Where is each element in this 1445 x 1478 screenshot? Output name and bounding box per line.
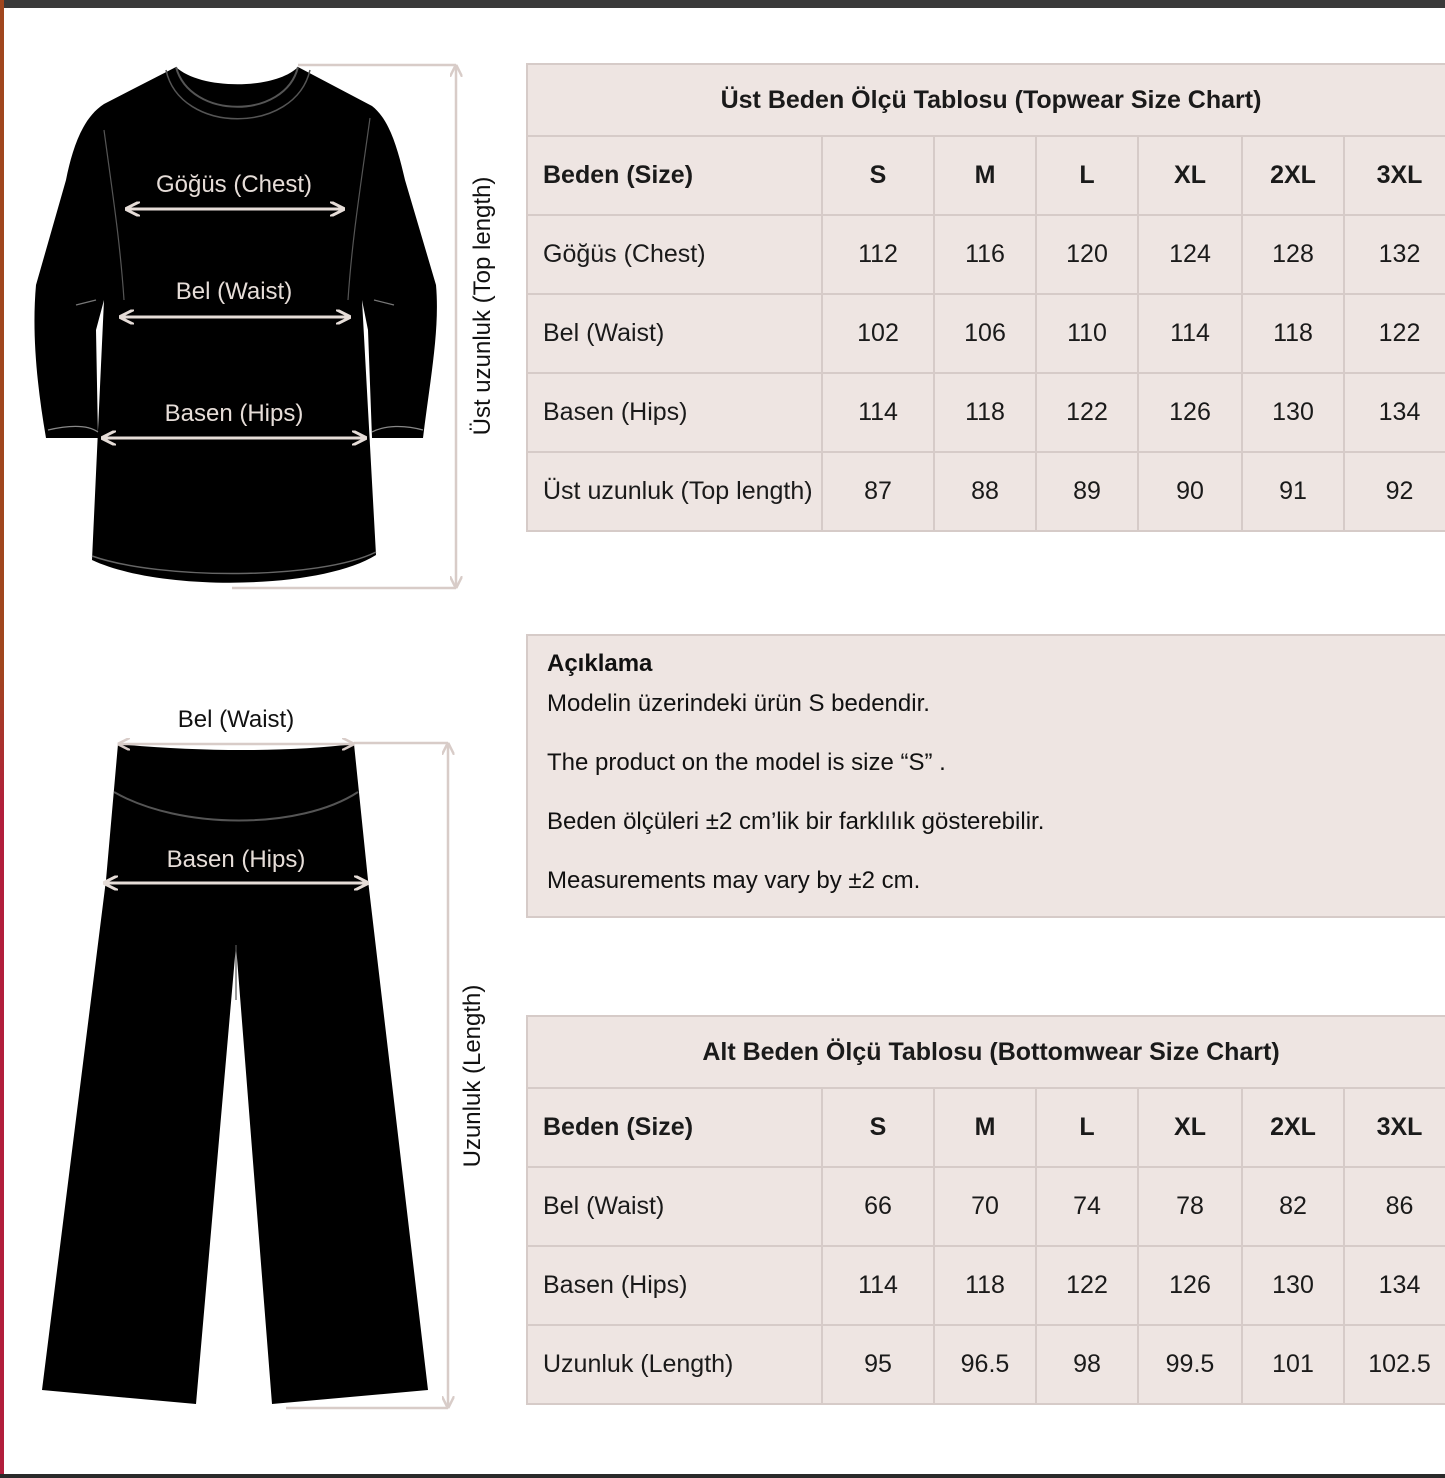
table-cell: 114 bbox=[822, 1246, 934, 1325]
bottom-garment-shape bbox=[42, 744, 428, 1404]
table-cell: 118 bbox=[934, 373, 1036, 452]
bottom-garment bbox=[42, 706, 486, 1408]
table-cell: 89 bbox=[1036, 452, 1138, 531]
top-garment bbox=[34, 65, 496, 588]
table-cell: 102.5 bbox=[1344, 1325, 1445, 1404]
top-chest-label: Göğüs (Chest) bbox=[155, 171, 313, 198]
column-header: XL bbox=[1138, 1088, 1242, 1167]
table-row bbox=[527, 215, 1445, 294]
table-title-row bbox=[527, 1016, 1445, 1088]
table-cell: 78 bbox=[1138, 1167, 1242, 1246]
column-header: Beden (Size) bbox=[527, 136, 822, 215]
explanation-title: Açıklama bbox=[547, 650, 653, 677]
table-cell: 116 bbox=[934, 215, 1036, 294]
table-cell: 124 bbox=[1138, 215, 1242, 294]
table-cell: 106 bbox=[934, 294, 1036, 373]
table-cell: 96.5 bbox=[934, 1325, 1036, 1404]
table-header-row bbox=[527, 136, 1445, 215]
table-row bbox=[527, 294, 1445, 373]
column-header: Beden (Size) bbox=[527, 1088, 822, 1167]
explanation-line: Measurements may vary by ±2 cm. bbox=[547, 867, 921, 894]
table-cell: 91 bbox=[1242, 452, 1344, 531]
explanation-line: Beden ölçüleri ±2 cm’lik bir farklılık gösterebilir. bbox=[547, 808, 1045, 835]
table-cell: 122 bbox=[1036, 1246, 1138, 1325]
row-label: Basen (Hips) bbox=[527, 373, 822, 452]
column-header: M bbox=[934, 136, 1036, 215]
table-cell: 110 bbox=[1036, 294, 1138, 373]
top-length-label: Üst uzunluk (Top length) bbox=[469, 176, 496, 436]
table-cell: 82 bbox=[1242, 1167, 1344, 1246]
row-label: Göğüs (Chest) bbox=[527, 215, 822, 294]
column-header: 2XL bbox=[1242, 1088, 1344, 1167]
table-cell: 86 bbox=[1344, 1167, 1445, 1246]
table-row bbox=[527, 1167, 1445, 1246]
table-cell: 87 bbox=[822, 452, 934, 531]
table-cell: 126 bbox=[1138, 373, 1242, 452]
table-cell: 118 bbox=[934, 1246, 1036, 1325]
table-header-row bbox=[527, 1088, 1445, 1167]
table-cell: 126 bbox=[1138, 1246, 1242, 1325]
bottom-waist-label: Bel (Waist) bbox=[177, 706, 295, 733]
column-header: S bbox=[822, 1088, 934, 1167]
table-title-row bbox=[527, 64, 1445, 136]
table-cell: 128 bbox=[1242, 215, 1344, 294]
table-cell: 130 bbox=[1242, 1246, 1344, 1325]
bottomwear-size-table bbox=[526, 1015, 1445, 1405]
table-cell: 95 bbox=[822, 1325, 934, 1404]
bottom-hips-label: Basen (Hips) bbox=[166, 846, 306, 873]
bottomwear-table-title: Alt Beden Ölçü Tablosu (Bottomwear Size Chart) bbox=[527, 1016, 1445, 1088]
row-label: Uzunluk (Length) bbox=[527, 1325, 822, 1404]
row-label: Bel (Waist) bbox=[527, 1167, 822, 1246]
table-cell: 118 bbox=[1242, 294, 1344, 373]
top-waist-label: Bel (Waist) bbox=[175, 278, 293, 305]
row-label: Üst uzunluk (Top length) bbox=[527, 452, 822, 531]
table-cell: 132 bbox=[1344, 215, 1445, 294]
table-cell: 122 bbox=[1036, 373, 1138, 452]
garment-illustrations bbox=[0, 0, 520, 1478]
table-cell: 134 bbox=[1344, 373, 1445, 452]
row-label: Basen (Hips) bbox=[527, 1246, 822, 1325]
table-row bbox=[527, 373, 1445, 452]
topwear-table-title: Üst Beden Ölçü Tablosu (Topwear Size Chart) bbox=[527, 64, 1445, 136]
table-row bbox=[527, 1325, 1445, 1404]
table-cell: 130 bbox=[1242, 373, 1344, 452]
table-cell: 90 bbox=[1138, 452, 1242, 531]
topwear-size-table bbox=[526, 63, 1445, 532]
column-header: 3XL bbox=[1344, 1088, 1445, 1167]
table-cell: 88 bbox=[934, 452, 1036, 531]
column-header: M bbox=[934, 1088, 1036, 1167]
column-header: L bbox=[1036, 136, 1138, 215]
table-cell: 120 bbox=[1036, 215, 1138, 294]
top-garment-shape bbox=[34, 67, 436, 583]
table-row bbox=[527, 452, 1445, 531]
column-header: L bbox=[1036, 1088, 1138, 1167]
column-header: XL bbox=[1138, 136, 1242, 215]
table-cell: 114 bbox=[822, 373, 934, 452]
table-cell: 70 bbox=[934, 1167, 1036, 1246]
explanation-line: Modelin üzerindeki ürün S bedendir. bbox=[547, 690, 930, 717]
table-cell: 74 bbox=[1036, 1167, 1138, 1246]
table-cell: 112 bbox=[822, 215, 934, 294]
row-label: Bel (Waist) bbox=[527, 294, 822, 373]
explanation-box bbox=[526, 634, 1445, 918]
top-hips-label: Basen (Hips) bbox=[164, 400, 304, 427]
table-cell: 114 bbox=[1138, 294, 1242, 373]
explanation-line: The product on the model is size “S” . bbox=[547, 749, 946, 776]
column-header: 3XL bbox=[1344, 136, 1445, 215]
table-cell: 101 bbox=[1242, 1325, 1344, 1404]
bottom-length-label: Uzunluk (Length) bbox=[459, 984, 486, 1168]
column-header: 2XL bbox=[1242, 136, 1344, 215]
table-cell: 98 bbox=[1036, 1325, 1138, 1404]
column-header: S bbox=[822, 136, 934, 215]
table-cell: 99.5 bbox=[1138, 1325, 1242, 1404]
table-cell: 122 bbox=[1344, 294, 1445, 373]
table-cell: 66 bbox=[822, 1167, 934, 1246]
table-row bbox=[527, 1246, 1445, 1325]
table-cell: 102 bbox=[822, 294, 934, 373]
table-cell: 92 bbox=[1344, 452, 1445, 531]
table-cell: 134 bbox=[1344, 1246, 1445, 1325]
